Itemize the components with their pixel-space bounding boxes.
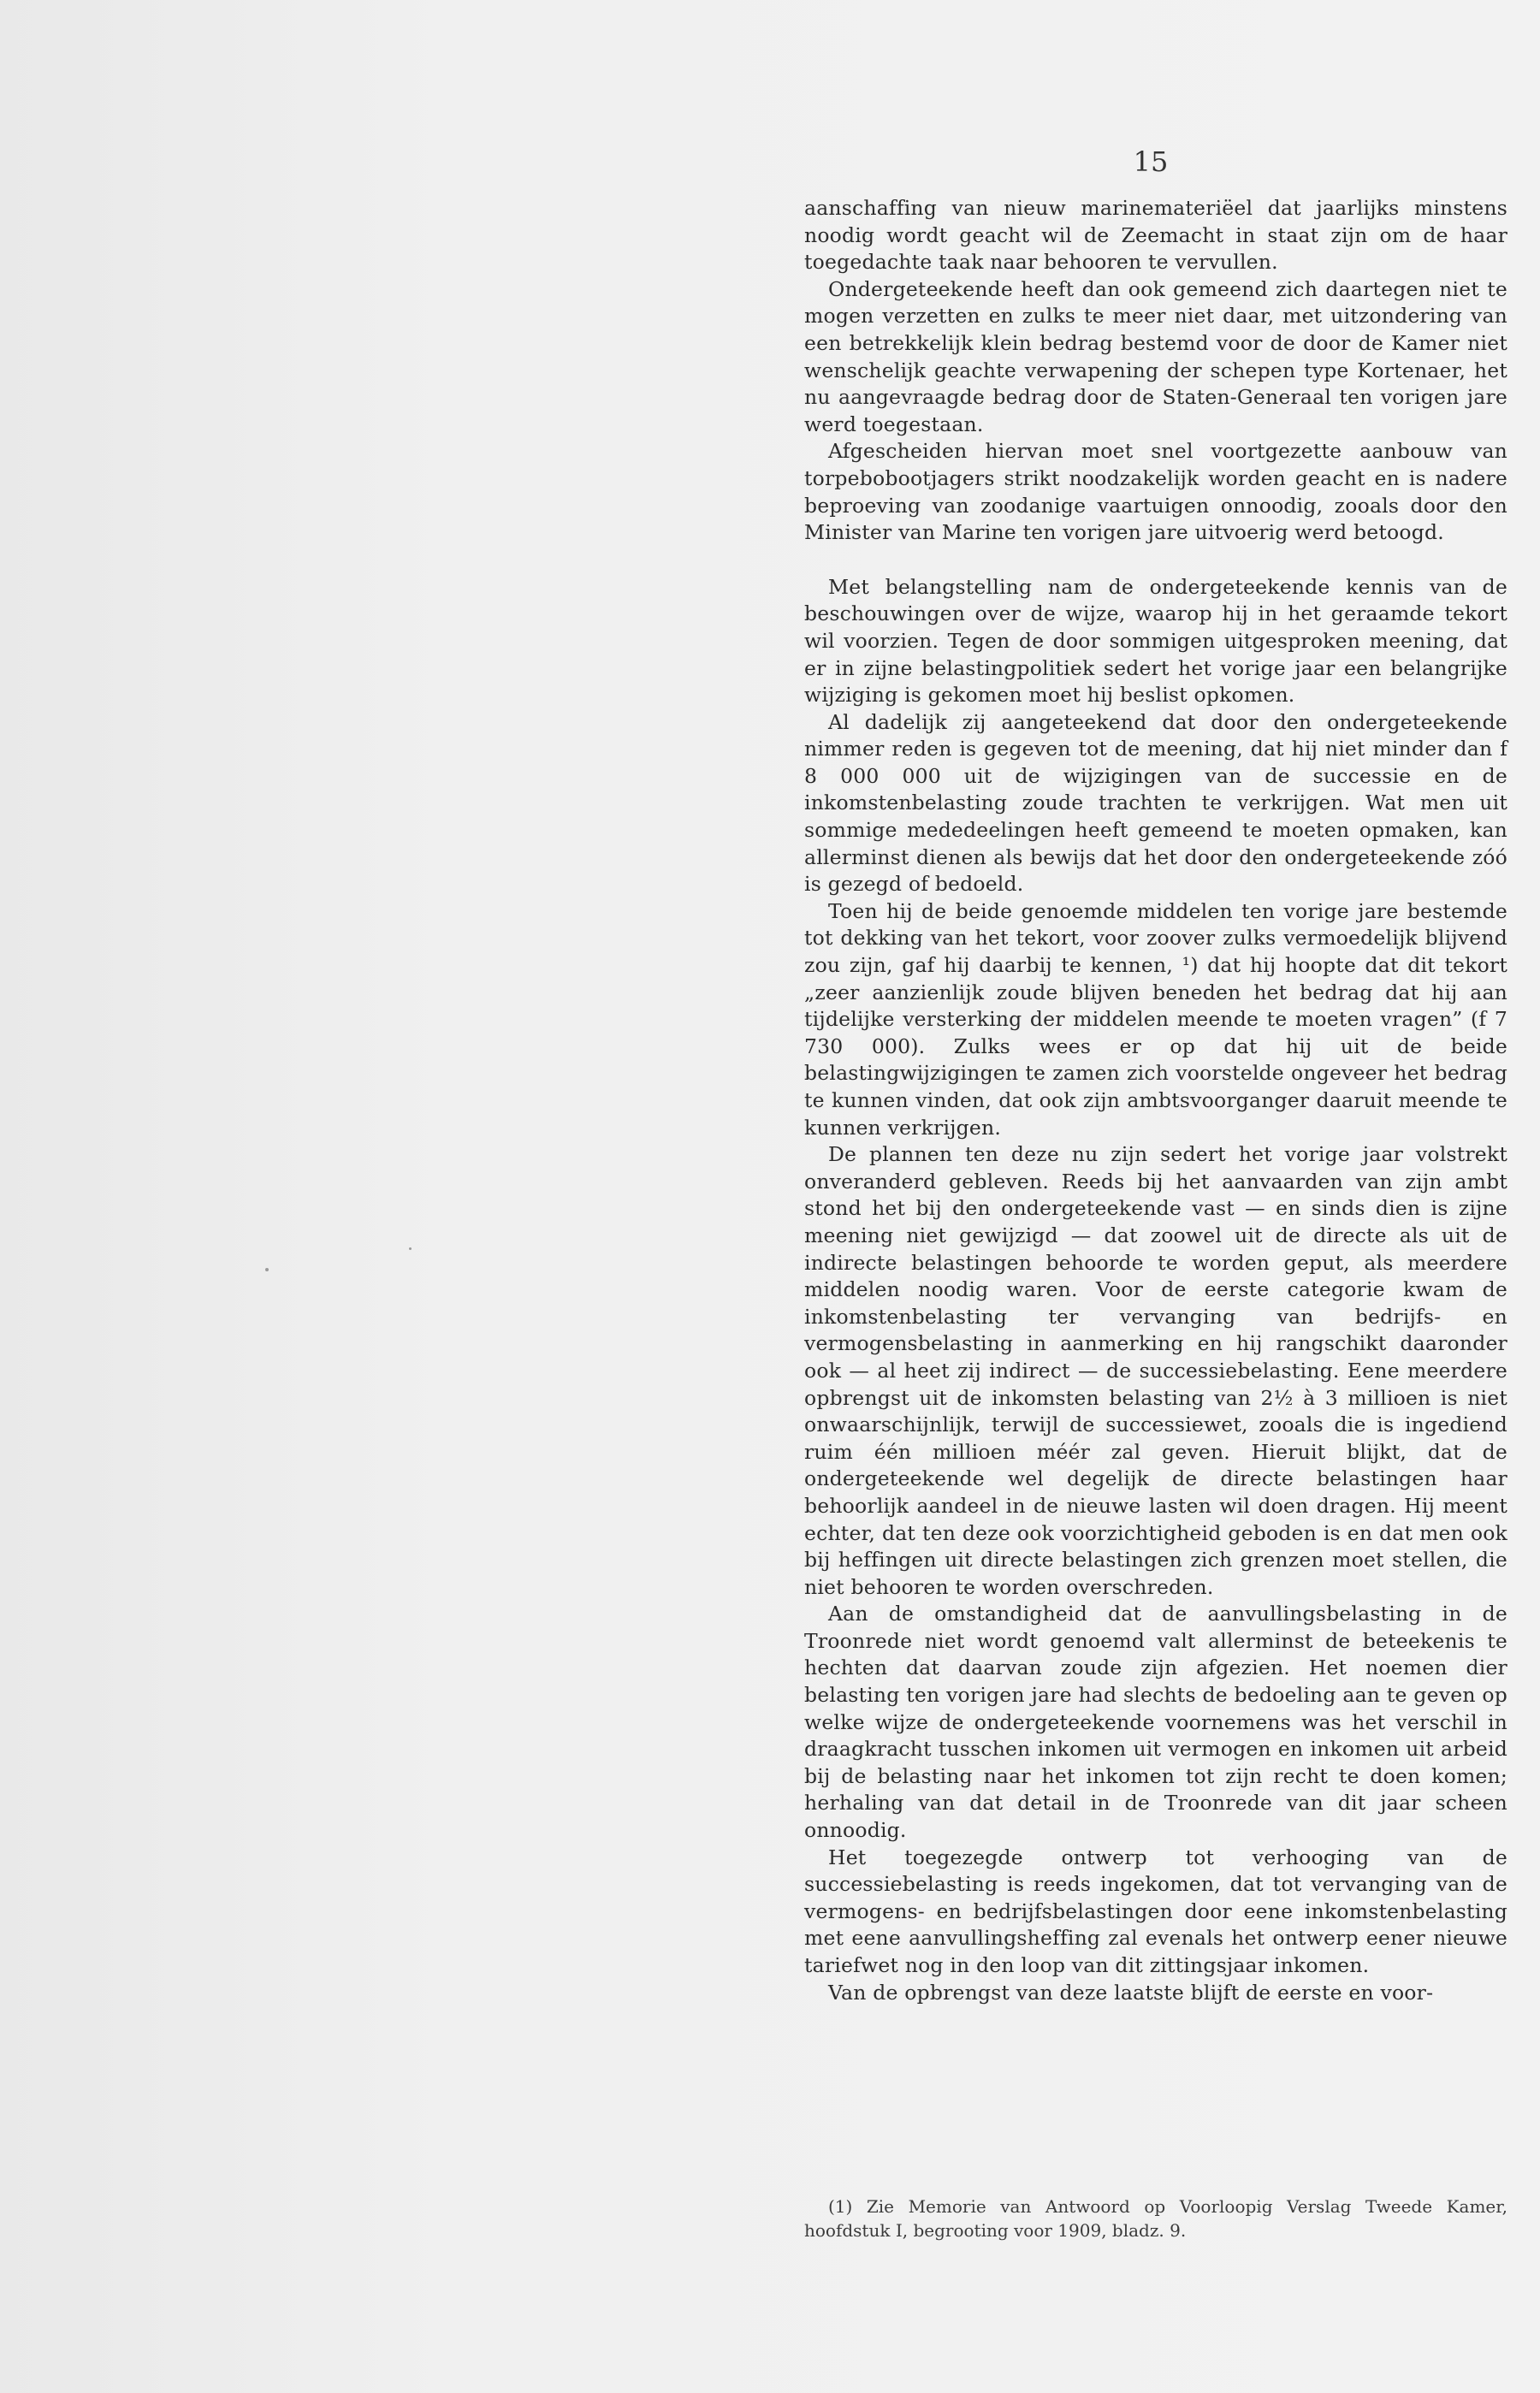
- paper-speck: [265, 1268, 269, 1271]
- footnote-block: [804, 2195, 1507, 2242]
- body-text-column: [804, 195, 1507, 2006]
- footnote: (1) Zie Memorie van Antwoord op Voorloopig Verslag Tweede Kamer, hoofdstuk I, begrooting voor 1909, bladz. 9.: [804, 2196, 1507, 2241]
- paragraph-8: Aan de omstandigheid dat de aanvullingsbelasting in de Troonrede niet wordt genoemd valt allerminst de beteekenis te hechten dat daarvan zoude zijn afgezien. Het noemen dier belasting ten vorigen jare had slechts de bedoeling aan te geven op welke wijze de ondergeteekende voornemens was het verschil in draagkracht tusschen inkomen uit vermogen en inkomen uit arbeid bij de belasting naar het inkomen tot zijn recht te doen komen; herhaling van dat detail in de Troonrede van dit jaar scheen onnoodig.: [804, 1602, 1507, 1843]
- paragraph-6: Toen hij de beide genoemde middelen ten vorige jare bestemde tot dekking van het tekort, voor zoover zulks vermoedelijk blijvend zou zijn, gaf hij daarbij te kennen, ¹) dat hij hoopte dat dit tekort „zeer aanzienlijk zoude blijven beneden het bedrag dat hij aan tijdelijke versterking der middelen meende te moeten vragen” (f 7 730 000). Zulks wees er op dat hij uit de beide belastingwijzigingen te zamen zich voorstelde ongeveer het bedrag te kunnen vinden, dat ook zijn ambtsvoorganger daaruit meende te kunnen verkrijgen.: [804, 898, 1507, 1140]
- page-number: 15: [1133, 145, 1169, 178]
- paragraph-3: Afgescheiden hiervan moet snel voortgezette aanbouw van torpebobootjagers strikt noodzakelijk worden geacht en is nadere beproeving van zoodanige vaartuigen onnoodig, zooals door den Minister van Marine ten vorigen jare uitvoerig werd betoogd.: [804, 439, 1507, 545]
- paper-speck: [409, 1247, 412, 1250]
- paragraph-2: Ondergeteekende heeft dan ook gemeend zich daartegen niet te mogen verzetten en zulks te meer niet daar, met uitzondering van een betrekkelijk klein bedrag bestemd voor de door de Kamer niet wenschelijk geachte verwapening der schepen type Kortenaer, het nu aangevraagde bedrag door de Staten-Generaal ten vorigen jare werd toegestaan.: [804, 276, 1507, 436]
- paragraph-4: Met belangstelling nam de ondergeteekende kennis van de beschouwingen over de wijze, waarop hij in het geraamde tekort wil voorzien. Tegen de door sommigen uitgesproken meening, dat er in zijne belastingpolitiek sedert het vorige jaar een belangrijke wijziging is gekomen moet hij beslist opkomen.: [804, 574, 1507, 708]
- paragraph-7: De plannen ten deze nu zijn sedert het vorige jaar volstrekt onveranderd gebleven. Reeds bij het aanvaarden van zijn ambt stond het bij den ondergeteekende vast — en sinds dien is zijne meening niet gewijzigd — dat zoowel uit de directe als uit de indirecte belastingen behoorde te worden geput, als meerdere middelen noodig waren. Voor de eerste categorie kwam de inkomstenbelasting ter vervanging van bedrijfs- en vermogensbelasting in aanmerking en hij rangschikt daaronder ook — al heet zij indirect — de successiebelasting. Eene meerdere opbrengst uit de inkomsten belasting van 2½ à 3 millioen is niet onwaarschijnlijk, terwijl de successiewet, zooals die is ingediend ruim één millioen méér zal geven. Hieruit blijkt, dat de ondergeteekende wel degelijk de directe belastingen haar behoorlijk aandeel in de nieuwe lasten wil doen dragen. Hij meent echter, dat ten deze ook voorzichtigheid geboden is en dat men ook bij heffingen uit directe belastingen zich grenzen moet stellen, die niet behooren te worden overschreden.: [804, 1142, 1507, 1599]
- paragraph-9: Het toegezegde ontwerp tot verhooging van de successiebelasting is reeds ingekomen, dat tot vervanging van de vermogens- en bedrijfsbelastingen door eene inkomstenbelasting met eene aanvullingsheffing zal evenals het ontwerp eener nieuwe tariefwet nog in den loop van dit zittingsjaar inkomen.: [804, 1845, 1507, 1977]
- paragraph-5: Al dadelijk zij aangeteekend dat door den ondergeteekende nimmer reden is gegeven tot de meening, dat hij niet minder dan f 8 000 000 uit de wijzigingen van de successie en de inkomstenbelasting zoude trachten te verkrijgen. Wat men uit sommige mededeelingen heeft gemeend te moeten opmaken, kan allerminst dienen als bewijs dat het door den ondergeteekende zóó is gezegd of bedoeld.: [804, 709, 1507, 897]
- paragraph-10: Van de opbrengst van deze laatste blijft de eerste en voor-: [828, 1980, 1434, 2005]
- paragraph-1: aanschaffing van nieuw marinemateriëel dat jaarlijks minstens noodig wordt geacht wil de Zeemacht in staat zijn om de haar toegedachte taak naar behooren te vervullen.: [804, 196, 1507, 275]
